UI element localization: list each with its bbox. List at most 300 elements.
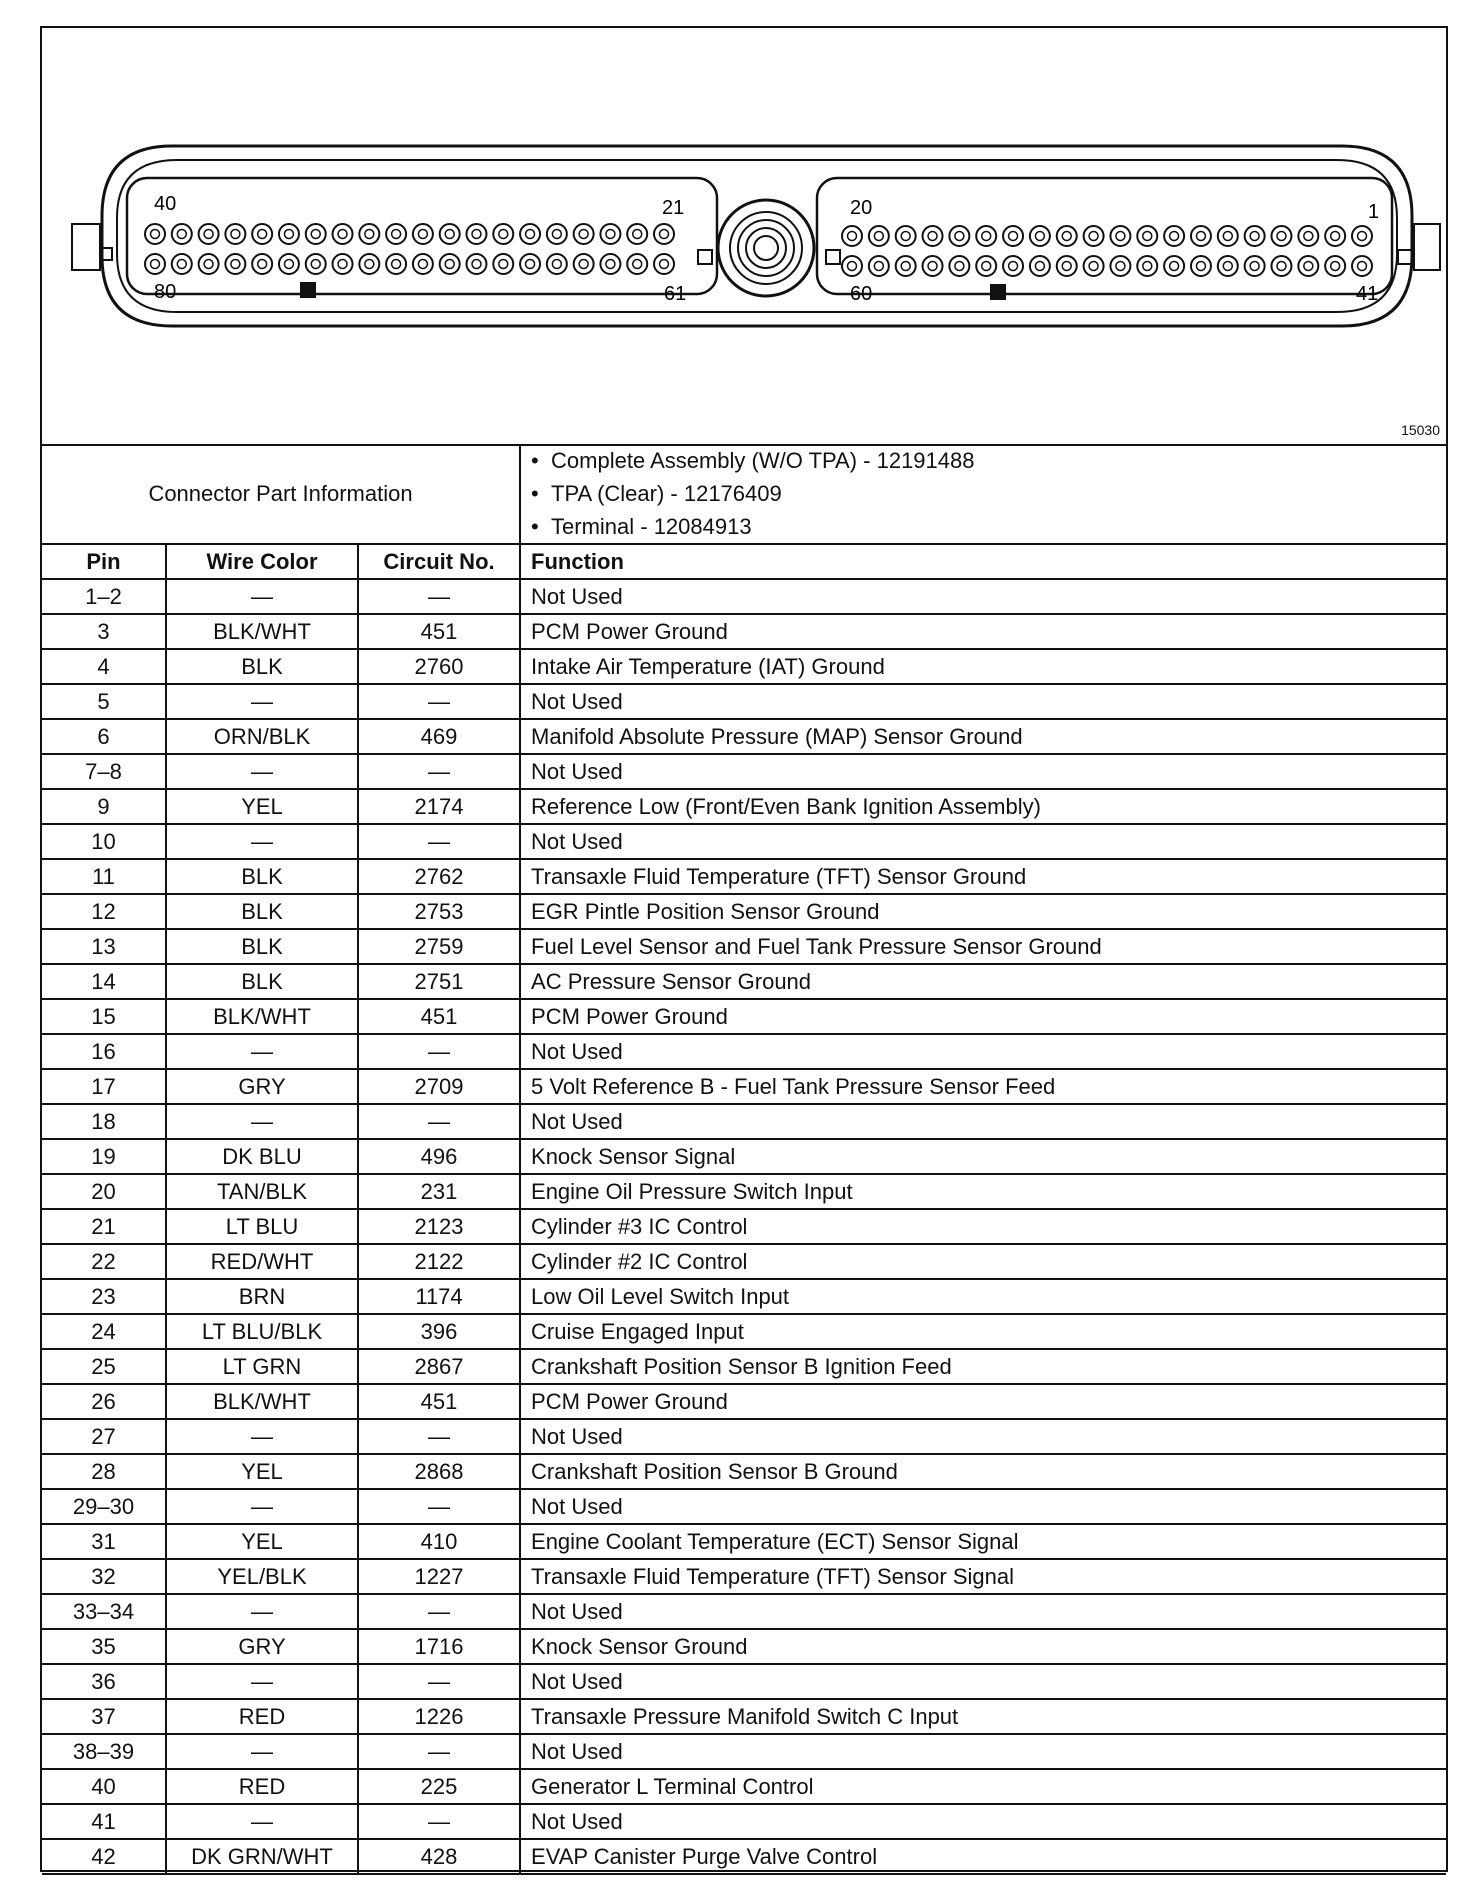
cell-function: Not Used: [520, 1034, 1446, 1069]
pin-cavity-center: [1223, 262, 1232, 271]
right-label-bottom-right: 41: [1356, 283, 1379, 305]
cell-pin: 5: [42, 684, 166, 719]
pin-cavity-center: [445, 260, 454, 269]
pin-cavity: [1325, 256, 1345, 276]
pin-cavity: [333, 224, 353, 244]
pin-cavity-center: [982, 232, 991, 241]
cell-circuit-no: —: [358, 1594, 520, 1629]
pin-cavity-center: [874, 262, 883, 271]
pin-cavity-center: [633, 260, 642, 269]
cell-pin: 12: [42, 894, 166, 929]
table-row: [42, 1664, 1446, 1699]
pin-cavity-center: [445, 230, 454, 239]
cell-circuit-no: 2759: [358, 929, 520, 964]
cell-circuit-no: 2760: [358, 649, 520, 684]
pin-cavity: [600, 224, 620, 244]
pin-cavity: [1298, 256, 1318, 276]
pin-cavity: [976, 226, 996, 246]
pin-cavity-center: [204, 260, 213, 269]
table-row: [42, 614, 1446, 649]
pin-cavity: [440, 254, 460, 274]
pin-cavity: [440, 224, 460, 244]
pin-cavity-center: [1116, 232, 1125, 241]
part-info-label: Connector Part Information: [42, 444, 520, 544]
pin-cavity: [279, 224, 299, 244]
pin-cavity-center: [499, 230, 508, 239]
pin-cavity: [1191, 226, 1211, 246]
cell-circuit-no: 1716: [358, 1629, 520, 1664]
table-row: [42, 1279, 1446, 1314]
cell-wire-color: RED/WHT: [166, 1244, 358, 1279]
pin-cavity-center: [1170, 232, 1179, 241]
pin-cavity: [145, 254, 165, 274]
cell-circuit-no: 1227: [358, 1559, 520, 1594]
pin-cavity: [1003, 226, 1023, 246]
pin-cavity: [1352, 226, 1372, 246]
cell-function: Not Used: [520, 1804, 1446, 1839]
pin-cavity-center: [1304, 262, 1313, 271]
cell-pin: 10: [42, 824, 166, 859]
cell-wire-color: RED: [166, 1699, 358, 1734]
right-latch: [1414, 224, 1440, 270]
pin-cavity: [1245, 256, 1265, 276]
pin-cavity-center: [633, 230, 642, 239]
cell-circuit-no: 451: [358, 999, 520, 1034]
pin-cavity-center: [1196, 232, 1205, 241]
cell-function: 5 Volt Reference B - Fuel Tank Pressure Sensor Feed: [520, 1069, 1446, 1104]
cell-function: Not Used: [520, 1664, 1446, 1699]
pin-cavity: [627, 224, 647, 244]
pin-cavity: [279, 254, 299, 274]
pin-cavity: [976, 256, 996, 276]
table-row: [42, 894, 1446, 929]
pin-cavity-center: [499, 260, 508, 269]
cell-function: PCM Power Ground: [520, 1384, 1446, 1419]
pin-cavity: [386, 224, 406, 244]
cell-function: Fuel Level Sensor and Fuel Tank Pressure Sensor Ground: [520, 929, 1446, 964]
cell-pin: 17: [42, 1069, 166, 1104]
cell-pin: 42: [42, 1839, 166, 1874]
cell-wire-color: YEL: [166, 789, 358, 824]
pin-cavity: [600, 254, 620, 274]
left-pin-cavities: [145, 224, 674, 274]
cell-circuit-no: 451: [358, 614, 520, 649]
pin-cavity: [466, 254, 486, 274]
cell-pin: 15: [42, 999, 166, 1034]
pin-cavity-center: [1062, 262, 1071, 271]
center-bolt-outer: [718, 200, 814, 296]
pin-cavity-center: [472, 260, 481, 269]
cell-pin: 22: [42, 1244, 166, 1279]
pin-cavity-center: [392, 260, 401, 269]
pin-cavity-center: [177, 230, 186, 239]
pin-cavity-center: [338, 230, 347, 239]
pin-cavity: [199, 224, 219, 244]
cell-function: Crankshaft Position Sensor B Ground: [520, 1454, 1446, 1489]
pin-cavity: [627, 254, 647, 274]
connector-sheet: [40, 26, 1448, 1872]
cell-pin: 36: [42, 1664, 166, 1699]
pin-cavity-center: [1089, 262, 1098, 271]
table-row: [42, 1699, 1446, 1734]
pin-cavity: [1245, 226, 1265, 246]
pin-cavity: [1030, 226, 1050, 246]
cell-wire-color: —: [166, 684, 358, 719]
cell-wire-color: BLK/WHT: [166, 999, 358, 1034]
pin-cavity: [949, 256, 969, 276]
center-bolt-ring-4: [754, 236, 778, 260]
table-row: [42, 1454, 1446, 1489]
center-bolt-ring-1: [730, 212, 802, 284]
pin-cavity-center: [848, 232, 857, 241]
cell-circuit-no: 451: [358, 1384, 520, 1419]
pin-cavity: [842, 256, 862, 276]
table-row: [42, 579, 1446, 614]
table-row: [42, 1524, 1446, 1559]
cell-wire-color: DK GRN/WHT: [166, 1839, 358, 1874]
cell-pin: 27: [42, 1419, 166, 1454]
table-row: [42, 754, 1446, 789]
cell-circuit-no: 1226: [358, 1699, 520, 1734]
cell-circuit-no: 410: [358, 1524, 520, 1559]
pin-cavity-center: [311, 260, 320, 269]
pin-cavity-center: [418, 260, 427, 269]
table-row: [42, 719, 1446, 754]
cell-pin: 21: [42, 1209, 166, 1244]
pin-cavity: [574, 254, 594, 274]
pin-cavity-center: [1331, 232, 1340, 241]
pin-cavity: [520, 254, 540, 274]
cell-function: Reference Low (Front/Even Bank Ignition Assembly): [520, 789, 1446, 824]
cell-circuit-no: 428: [358, 1839, 520, 1874]
pin-cavity-center: [258, 260, 267, 269]
part-info-item: • TPA (Clear) - 12176409: [551, 477, 1446, 510]
cell-pin: 3: [42, 614, 166, 649]
left-label-top-left: 40: [154, 193, 177, 215]
cell-function: EGR Pintle Position Sensor Ground: [520, 894, 1446, 929]
pin-cavity: [547, 254, 567, 274]
pin-cavity-center: [1277, 232, 1286, 241]
cell-function: Intake Air Temperature (IAT) Ground: [520, 649, 1446, 684]
cell-wire-color: BLK/WHT: [166, 614, 358, 649]
cell-function: Generator L Terminal Control: [520, 1769, 1446, 1804]
pin-cavity: [869, 256, 889, 276]
left-cavity-block: [127, 178, 717, 294]
cell-pin: 31: [42, 1524, 166, 1559]
cell-circuit-no: —: [358, 754, 520, 789]
pin-cavity: [1325, 226, 1345, 246]
pin-cavity-center: [284, 230, 293, 239]
cell-pin: 33–34: [42, 1594, 166, 1629]
cell-function: Transaxle Fluid Temperature (TFT) Sensor Signal: [520, 1559, 1446, 1594]
pin-cavity-center: [1035, 262, 1044, 271]
cell-function: Cylinder #3 IC Control: [520, 1209, 1446, 1244]
cell-wire-color: YEL: [166, 1524, 358, 1559]
left-label-top-right: 21: [662, 197, 685, 219]
cell-pin: 40: [42, 1769, 166, 1804]
pin-cavity-center: [418, 230, 427, 239]
pin-cavity-center: [284, 260, 293, 269]
pin-cavity-center: [231, 230, 240, 239]
cell-wire-color: BLK: [166, 859, 358, 894]
cell-wire-color: YEL: [166, 1454, 358, 1489]
cell-function: Engine Oil Pressure Switch Input: [520, 1174, 1446, 1209]
pin-cavity: [172, 224, 192, 244]
left-label-bottom-right: 61: [664, 283, 687, 305]
cell-pin: 1–2: [42, 579, 166, 614]
pin-cavity: [306, 254, 326, 274]
cell-function: Low Oil Level Switch Input: [520, 1279, 1446, 1314]
table-row: [42, 1314, 1446, 1349]
pin-cavity-center: [1009, 232, 1018, 241]
pin-cavity-center: [1089, 232, 1098, 241]
cell-function: Not Used: [520, 1734, 1446, 1769]
cell-wire-color: —: [166, 824, 358, 859]
cell-pin: 37: [42, 1699, 166, 1734]
pin-cavity-center: [1062, 232, 1071, 241]
pin-cavity-center: [982, 262, 991, 271]
table-row: [42, 1034, 1446, 1069]
pin-cavity: [1057, 256, 1077, 276]
pin-cavity-center: [1196, 262, 1205, 271]
cell-circuit-no: 1174: [358, 1279, 520, 1314]
cell-wire-color: BLK/WHT: [166, 1384, 358, 1419]
pin-cavity-center: [1250, 232, 1259, 241]
connector-end-view-diagram: [42, 28, 1446, 444]
cell-function: Not Used: [520, 1419, 1446, 1454]
header-pin: Pin: [42, 544, 166, 579]
table-header-row: [42, 544, 1446, 579]
pin-cavity: [359, 254, 379, 274]
cell-pin: 38–39: [42, 1734, 166, 1769]
pin-cavity-center: [901, 232, 910, 241]
table-row: [42, 999, 1446, 1034]
pin-cavity: [1164, 256, 1184, 276]
header-circuit-no: Circuit No.: [358, 544, 520, 579]
cell-function: Not Used: [520, 684, 1446, 719]
cell-circuit-no: 2751: [358, 964, 520, 999]
pin-cavity-center: [177, 260, 186, 269]
pin-cavity: [1110, 226, 1130, 246]
pin-cavity-center: [552, 260, 561, 269]
cell-function: Manifold Absolute Pressure (MAP) Sensor Ground: [520, 719, 1446, 754]
pin-cavity: [493, 254, 513, 274]
table-row: [42, 684, 1446, 719]
pin-cavity: [225, 254, 245, 274]
cell-circuit-no: —: [358, 579, 520, 614]
pin-cavity: [1298, 226, 1318, 246]
pin-cavity: [520, 224, 540, 244]
cell-function: Not Used: [520, 1104, 1446, 1139]
left-latch: [72, 224, 100, 270]
cell-wire-color: BLK: [166, 929, 358, 964]
pin-cavity-center: [1223, 232, 1232, 241]
pin-cavity: [574, 224, 594, 244]
pin-cavity: [869, 226, 889, 246]
cell-circuit-no: 496: [358, 1139, 520, 1174]
cell-function: Not Used: [520, 754, 1446, 789]
cell-circuit-no: 225: [358, 1769, 520, 1804]
right-polarization-mark: [990, 284, 1006, 300]
cell-pin: 6: [42, 719, 166, 754]
pin-cavity: [896, 256, 916, 276]
pin-cavity-center: [1358, 232, 1367, 241]
pin-cavity-center: [579, 260, 588, 269]
pin-cavity-center: [848, 262, 857, 271]
cell-circuit-no: —: [358, 1734, 520, 1769]
table-row: [42, 1804, 1446, 1839]
cell-wire-color: ORN/BLK: [166, 719, 358, 754]
cell-circuit-no: —: [358, 1419, 520, 1454]
table-row: [42, 1629, 1446, 1664]
cell-function: Engine Coolant Temperature (ECT) Sensor Signal: [520, 1524, 1446, 1559]
table-row: [42, 789, 1446, 824]
cell-pin: 14: [42, 964, 166, 999]
pin-cavity-center: [1009, 262, 1018, 271]
table-row: [42, 1384, 1446, 1419]
cell-pin: 20: [42, 1174, 166, 1209]
pin-cavity-center: [1116, 262, 1125, 271]
pin-cavity: [1084, 226, 1104, 246]
pin-cavity-center: [526, 230, 535, 239]
pin-cavity-center: [579, 230, 588, 239]
cell-function: Cruise Engaged Input: [520, 1314, 1446, 1349]
pin-cavity-center: [258, 230, 267, 239]
table-row: [42, 1734, 1446, 1769]
cell-wire-color: YEL/BLK: [166, 1559, 358, 1594]
cell-pin: 24: [42, 1314, 166, 1349]
header-function: Function: [520, 544, 1446, 579]
cell-wire-color: BLK: [166, 964, 358, 999]
pin-cavity: [842, 226, 862, 246]
table-row: [42, 1839, 1446, 1874]
pin-table: [42, 444, 1446, 1875]
pin-cavity-center: [526, 260, 535, 269]
cell-circuit-no: 2868: [358, 1454, 520, 1489]
pin-cavity: [359, 224, 379, 244]
cell-pin: 4: [42, 649, 166, 684]
cell-wire-color: LT GRN: [166, 1349, 358, 1384]
cell-circuit-no: —: [358, 684, 520, 719]
cell-wire-color: RED: [166, 1769, 358, 1804]
cell-wire-color: —: [166, 1104, 358, 1139]
pin-cavity-center: [1304, 232, 1313, 241]
pin-cavity-center: [660, 230, 669, 239]
cell-circuit-no: 2762: [358, 859, 520, 894]
cell-function: Knock Sensor Ground: [520, 1629, 1446, 1664]
cell-wire-color: BLK: [166, 649, 358, 684]
cell-circuit-no: 469: [358, 719, 520, 754]
pin-cavity-center: [1170, 262, 1179, 271]
cell-pin: 18: [42, 1104, 166, 1139]
table-row: [42, 1594, 1446, 1629]
cell-circuit-no: —: [358, 1804, 520, 1839]
right-pin-cavities: [842, 226, 1372, 276]
pin-cavity: [225, 224, 245, 244]
center-bolt-ring-3: [746, 228, 786, 268]
connector-diagram-panel: [42, 28, 1446, 446]
pin-cavity: [1137, 256, 1157, 276]
cell-circuit-no: —: [358, 1489, 520, 1524]
cell-wire-color: GRY: [166, 1069, 358, 1104]
part-info-row: [42, 444, 1446, 544]
pin-cavity: [1084, 256, 1104, 276]
pin-cavity-center: [928, 232, 937, 241]
pin-cavity: [199, 254, 219, 274]
cell-wire-color: —: [166, 579, 358, 614]
cell-pin: 26: [42, 1384, 166, 1419]
pin-cavity: [923, 226, 943, 246]
pin-cavity-center: [1358, 262, 1367, 271]
pin-cavity-center: [874, 232, 883, 241]
pin-cavity: [1057, 226, 1077, 246]
cell-pin: 13: [42, 929, 166, 964]
table-row: [42, 649, 1446, 684]
table-row: [42, 859, 1446, 894]
pin-cavity-center: [955, 232, 964, 241]
table-row: [42, 1419, 1446, 1454]
right-outer-key: [1398, 250, 1412, 264]
pin-cavity: [252, 224, 272, 244]
cell-wire-color: —: [166, 1804, 358, 1839]
cell-pin: 41: [42, 1804, 166, 1839]
left-label-bottom-left: 80: [154, 281, 177, 303]
table-row: [42, 1209, 1446, 1244]
cell-circuit-no: —: [358, 824, 520, 859]
pin-cavity: [1271, 226, 1291, 246]
cell-function: Not Used: [520, 1594, 1446, 1629]
pin-cavity-center: [606, 230, 615, 239]
cell-function: PCM Power Ground: [520, 614, 1446, 649]
cell-wire-color: LT BLU: [166, 1209, 358, 1244]
pin-cavity: [413, 224, 433, 244]
left-polarization-mark: [300, 282, 316, 298]
cell-circuit-no: 2709: [358, 1069, 520, 1104]
pin-cavity: [1352, 256, 1372, 276]
cell-pin: 9: [42, 789, 166, 824]
cell-circuit-no: —: [358, 1664, 520, 1699]
pin-cavity: [1003, 256, 1023, 276]
cell-wire-color: —: [166, 1034, 358, 1069]
pin-cavity-center: [1143, 262, 1152, 271]
cell-wire-color: —: [166, 1419, 358, 1454]
pin-cavity-center: [901, 262, 910, 271]
table-row: [42, 824, 1446, 859]
cell-pin: 7–8: [42, 754, 166, 789]
pin-cavity-center: [1250, 262, 1259, 271]
pin-cavity: [896, 226, 916, 246]
pin-cavity-center: [392, 230, 401, 239]
table-row: [42, 1559, 1446, 1594]
cell-pin: 19: [42, 1139, 166, 1174]
table-row: [42, 1769, 1446, 1804]
pin-cavity: [1218, 226, 1238, 246]
pin-cavity: [1030, 256, 1050, 276]
cell-pin: 23: [42, 1279, 166, 1314]
pin-cavity-center: [151, 230, 160, 239]
cell-pin: 32: [42, 1559, 166, 1594]
cell-wire-color: —: [166, 1734, 358, 1769]
table-row: [42, 1069, 1446, 1104]
cell-function: Not Used: [520, 824, 1446, 859]
left-inner-key: [698, 250, 712, 264]
cell-wire-color: TAN/BLK: [166, 1174, 358, 1209]
pin-cavity: [949, 226, 969, 246]
cell-pin: 16: [42, 1034, 166, 1069]
table-row: [42, 1104, 1446, 1139]
pin-cavity: [333, 254, 353, 274]
part-info-item: • Complete Assembly (W/O TPA) - 12191488: [551, 444, 1446, 477]
